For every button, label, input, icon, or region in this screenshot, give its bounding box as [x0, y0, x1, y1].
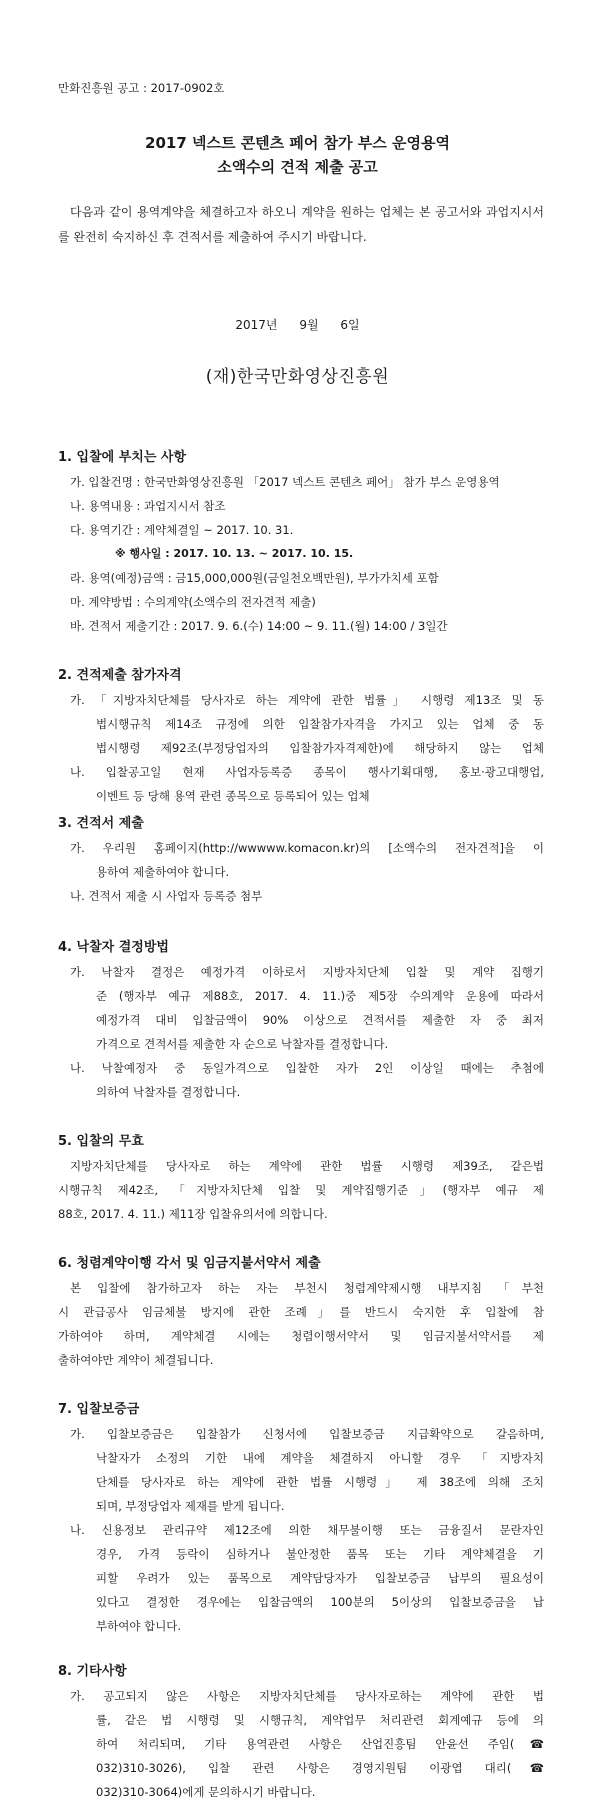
section-7-line: 부하여야 합니다. — [96, 1619, 182, 1633]
section-1-heading: 1. 입찰에 부치는 사항 — [58, 450, 187, 465]
section-8-line: 률, 같은 법 시행령 및 시행규칙, 계약업무 처리관련 회계예규 등에 의 — [96, 1713, 544, 1727]
date-month: 9월 — [299, 318, 319, 332]
section-6-line: 시 관급공사 임금체불 방지에 관한 조례」를 반드시 숙지한 후 입찰에 참 — [58, 1305, 544, 1319]
section-8-line: 032)310-3064)에게 문의하시기 바랍니다. — [96, 1785, 316, 1799]
section-3-heading: 3. 견적서 제출 — [58, 816, 144, 831]
section-7-line: 피할 우려가 있는 품목으로 계약담당자가 입찰보증금 납부의 필요성이 — [96, 1571, 544, 1585]
section-6-line: 본 입찰에 참가하고자 하는 자는 부천시 청렴계약제시행 내부지침 「부천 — [70, 1281, 544, 1295]
section-4-heading: 4. 낙찰자 결정방법 — [58, 940, 169, 955]
notice-number: 만화진흥원 공고 : 2017-0902호 — [58, 81, 225, 95]
section-7-heading: 7. 입찰보증금 — [58, 1402, 140, 1417]
section-8-heading: 8. 기타사항 — [58, 1664, 127, 1679]
title-line-1: 2017 넥스트 콘텐츠 페어 참가 부스 운영용역 — [145, 134, 450, 152]
section-7-line: 있다고 결정한 경우에는 입찰금액의 100분의 5이상의 입찰보증금을 납 — [96, 1595, 544, 1609]
section-4-line: 예정가격 대비 입찰금액이 90% 이상으로 견적서를 제출한 자 중 최저 — [96, 1013, 544, 1027]
section-2-heading: 2. 견적제출 참가자격 — [58, 668, 182, 683]
section-8-line: 가. 공고되지 않은 사항은 지방자치단체를 당사자로하는 계약에 관한 법 — [70, 1689, 544, 1703]
section-2-line: 법시행령 제92조(부정당업자의 입찰참가자격제한)에 해당하지 않는 업체 — [96, 741, 544, 755]
section-2-line: 나. 입찰공고일 현재 사업자등록증 종목이 행사기획대행, 홍보·광고대행업, — [70, 765, 544, 779]
title-line-2: 소액수의 견적 제출 공고 — [217, 158, 378, 176]
section-5-line: 시행규칙 제42조, 「지방자치단체 입찰 및 계약집행기준」(행자부 예규 제 — [58, 1183, 544, 1197]
event-date-note: ※ 행사일 : 2017. 10. 13. ~ 2017. 10. 15. — [115, 547, 354, 560]
section-2-line: 이벤트 등 당해 용역 관련 종목으로 등록되어 있는 업체 — [96, 789, 370, 803]
section-8-line: 하여 처리되며, 기타 용역관련 사항은 산업진흥팀 안윤선 주임(☎ — [96, 1737, 544, 1751]
section-6-line: 출하여야만 계약이 체결됩니다. — [58, 1353, 214, 1367]
section-5-line: 88호, 2017. 4. 11.) 제11장 입찰유의서에 의합니다. — [58, 1207, 328, 1221]
section-4-line: 가. 낙찰자 결정은 예정가격 이하로서 지방자치단체 입찰 및 계약 집행기 — [70, 965, 544, 979]
section-7-line: 낙찰자가 소정의 기한 내에 계약을 체결하지 아니할 경우 「지방자치 — [96, 1451, 544, 1465]
section-3-line: 가. 우리원 홈페이지(http://wwwww.komacon.kr)의 [소액수의 전자견적]을 이 — [70, 841, 544, 855]
section-7-line: 가. 입찰보증금은 입찰참가 신청서에 입찰보증금 지급확약으로 갈음하며, — [70, 1427, 544, 1441]
section-6-line: 가하여야 하며, 계약체결 시에는 청렴이행서약서 및 임금지불서약서를 제 — [58, 1329, 544, 1343]
intro-paragraph: 다음과 같이 용역계약을 체결하고자 하오니 계약을 원하는 업체는 본 공고서와 과업지시서를 완전히 숙지하신 후 견적서를 제출하여 주시기 바랍니다. — [58, 205, 544, 244]
section-1-line: 마. 계약방법 : 수의계약(소액수의 전자견적 제출) — [70, 595, 316, 609]
section-1-line: 바. 견적서 제출기간 : 2017. 9. 6.(수) 14:00 ~ 9. 11.(월) 14:00 / 3일간 — [70, 619, 448, 633]
section-1-line: 다. 용역기간 : 계약체결일 ~ 2017. 10. 31. — [70, 523, 294, 537]
section-6-heading: 6. 청렴계약이행 각서 및 임금지불서약서 제출 — [58, 1256, 321, 1271]
notice-date — [0, 316, 595, 333]
section-7-line: 단체를 당사자로 하는 계약에 관한 법률 시행령」 제 38조에 의해 조치 — [96, 1475, 544, 1489]
section-4-line: 나. 낙찰예정자 중 동일가격으로 입찰한 자가 2인 이상일 때에는 추첨에 — [70, 1061, 544, 1075]
section-4-line: 준 (행자부 예규 제88호, 2017. 4. 11.)중 제5장 수의계약 운용에 따라서 — [96, 989, 544, 1003]
section-2-line: 법시행규칙 제14조 규정에 의한 입찰참가자격을 가지고 있는 업체 중 동 — [96, 717, 544, 731]
date-day: 6일 — [340, 318, 360, 332]
section-1-line: 나. 용역내용 : 과업지시서 참조 — [70, 499, 226, 513]
section-8-line: 032)310-3026), 입찰 관련 사항은 경영지원팀 이광엽 대리(☎ — [96, 1761, 544, 1775]
date-year: 2017년 — [235, 318, 278, 332]
section-5-line: 지방자치단체를 당사자로 하는 계약에 관한 법률 시행령 제39조, 같은법 — [70, 1159, 544, 1173]
section-3-line: 용하여 제출하여야 합니다. — [96, 865, 230, 879]
section-2-line: 가. 「지방자치단체를 당사자로 하는 계약에 관한 법률」 시행령 제13조 및 동 — [70, 693, 544, 707]
section-3-line: 나. 견적서 제출 시 사업자 등록증 첨부 — [70, 889, 263, 903]
section-7-line: 경우, 가격 등락이 심하거나 불안정한 품목 또는 기타 계약체결을 기 — [96, 1547, 544, 1561]
organization-name: (재)한국만화영상진흥원 — [205, 367, 390, 387]
section-4-line: 의하여 낙찰자를 결정합니다. — [96, 1085, 241, 1099]
section-4-line: 가격으로 견적서를 제출한 자 순으로 낙찰자를 결정합니다. — [96, 1037, 389, 1051]
section-1-line: 가. 입찰건명 : 한국만화영상진흥원 「2017 넥스트 콘텐츠 페어」 참가 부스 운영용역 — [70, 475, 500, 489]
section-7-line: 나. 신용정보 관리규약 제12조에 의한 채무불이행 또는 금융질서 문란자인 — [70, 1523, 544, 1537]
section-5-heading: 5. 입찰의 무효 — [58, 1134, 144, 1149]
section-1-line: 라. 용역(예정)금액 : 금15,000,000원(금일천오백만원), 부가가치세 포함 — [70, 571, 439, 585]
section-7-line: 되며, 부정당업자 제재를 받게 됩니다. — [96, 1499, 285, 1513]
